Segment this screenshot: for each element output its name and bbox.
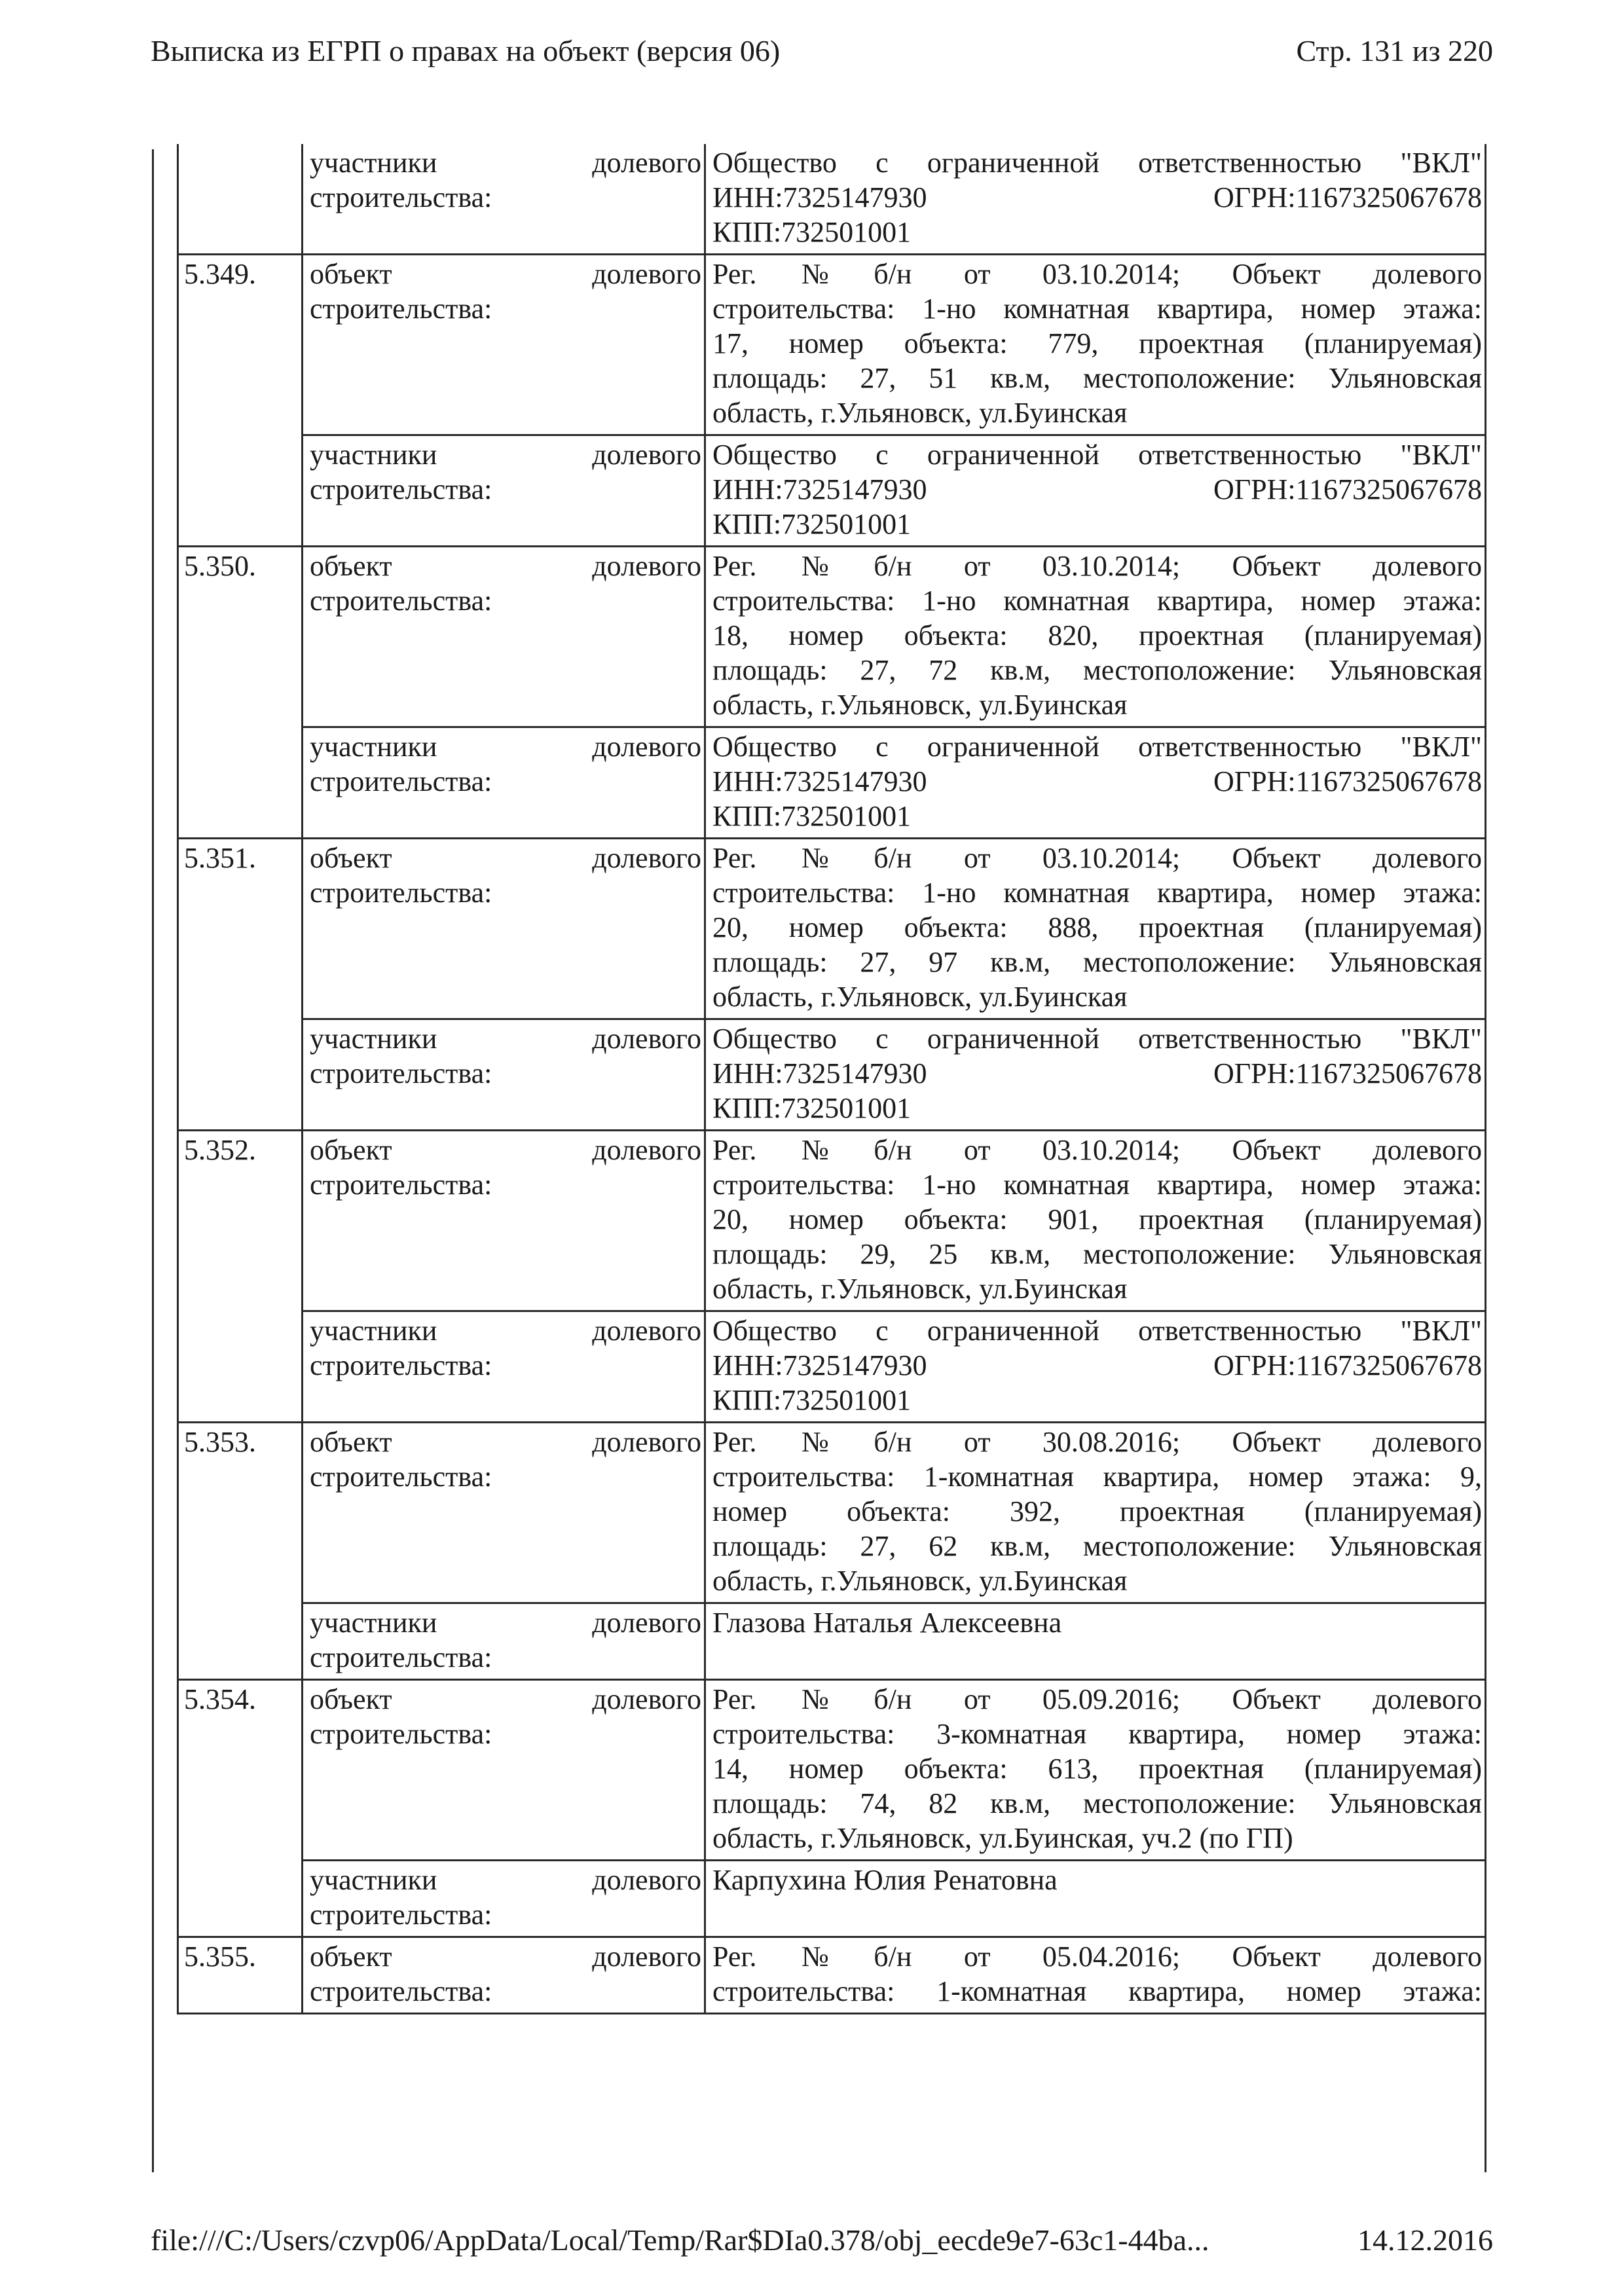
label-word: долевого: [592, 1426, 701, 1458]
value-line: Рег.№б/н от 05.09.2016; Объект долевого: [712, 1683, 1482, 1715]
value-line: строительства: 1-но комнатная квартира, номер этажа:: [712, 585, 1482, 617]
participants-row: [178, 435, 1486, 547]
value-line: КПП:732501001: [712, 1092, 912, 1124]
value-line: Общество с ограниченной ответственностью "ВКЛ": [712, 1023, 1482, 1055]
value-line: строительства: 1-но комнатная квартира, номер этажа:: [712, 293, 1482, 325]
label-word: долевого: [592, 147, 701, 179]
file-path: file:///C:/Users/czvp06/AppData/Local/Temp/Rar$DIa0.378/obj_eecde9e7-63c1-44ba...: [151, 2223, 1209, 2257]
value-line: Общество с ограниченной ответственностью "ВКЛ": [712, 147, 1482, 179]
value-line: Рег.№б/н от 03.10.2014; Объект долевого: [712, 258, 1482, 290]
object-label: [303, 839, 705, 1019]
value-line: ИНН:7325147930 ОГРН:1167325067678: [712, 1349, 1482, 1381]
label-word: объект: [310, 1426, 392, 1458]
value-line: 18, номер объекта: 820, проектная (планируемая): [712, 619, 1482, 651]
label-word: долевого: [592, 1023, 701, 1055]
label-word: объект: [310, 550, 392, 582]
label-word: объект: [310, 1683, 392, 1715]
label-word: объект: [310, 1941, 392, 1973]
label-word: долевого: [592, 1315, 701, 1347]
participants-label: [303, 1019, 705, 1131]
participants-label: [303, 727, 705, 839]
participants-row: [178, 1019, 1486, 1131]
left-margin-line: [152, 149, 154, 2172]
entry-number: 5.350.: [178, 547, 303, 839]
value-line: область, г.Ульяновск, ул.Буинская: [712, 397, 1128, 429]
label-word: участники: [310, 1315, 437, 1347]
label-word: участники: [310, 731, 437, 763]
value-line: 20, номер объекта: 901, проектная (планируемая): [712, 1203, 1482, 1235]
value-line: площадь: 74, 82 кв.м, местоположение: Ульяновская: [712, 1787, 1482, 1819]
entry-number: 5.354.: [178, 1680, 303, 1937]
value-line: Глазова Наталья Алексеевна: [712, 1607, 1062, 1639]
value-line: Общество с ограниченной ответственностью "ВКЛ": [712, 1315, 1482, 1347]
participants-label: [303, 144, 705, 255]
object-row: [178, 839, 1486, 1019]
object-description: [705, 255, 1486, 435]
object-description: [705, 839, 1486, 1019]
label-word: объект: [310, 842, 392, 874]
participants-row: [178, 1311, 1486, 1423]
object-label: [303, 1423, 705, 1603]
value-line: КПП:732501001: [712, 508, 912, 540]
value-line: область, г.Ульяновск, ул.Буинская, уч.2 (по ГП): [712, 1822, 1293, 1854]
object-row: [178, 1937, 1486, 2014]
label-word: строительства:: [310, 585, 492, 617]
label-word: строительства:: [310, 1169, 492, 1201]
object-description: [705, 1680, 1486, 1861]
participant-name: [705, 727, 1486, 839]
value-line: ИНН:7325147930 ОГРН:1167325067678: [712, 765, 1482, 797]
page-counter: Стр. 131 из 220: [1296, 34, 1493, 67]
participant-name: [705, 1019, 1486, 1131]
object-row: [178, 1131, 1486, 1311]
label-word: строительства:: [310, 877, 492, 909]
document-title: Выписка из ЕГРП о правах на объект (версия 06): [151, 34, 781, 67]
label-word: долевого: [592, 1864, 701, 1896]
label-word: объект: [310, 1134, 392, 1166]
value-line: область, г.Ульяновск, ул.Буинская: [712, 1273, 1128, 1305]
register-table-body: [178, 144, 1486, 2014]
object-label: [303, 1680, 705, 1861]
value-line: 17, номер объекта: 779, проектная (планируемая): [712, 327, 1482, 359]
value-line: Карпухина Юлия Ренатовна: [712, 1864, 1058, 1896]
value-line: Рег.№б/н от 03.10.2014; Объект долевого: [712, 550, 1482, 582]
label-word: участники: [310, 1864, 437, 1896]
label-word: участники: [310, 147, 437, 179]
label-word: участники: [310, 1023, 437, 1055]
participants-row: [178, 1861, 1486, 1937]
participant-name: [705, 1311, 1486, 1423]
value-line: площадь: 27, 72 кв.м, местоположение: Ульяновская: [712, 654, 1482, 686]
object-row: [178, 1423, 1486, 1603]
label-word: строительства:: [310, 1461, 492, 1493]
object-description: [705, 1423, 1486, 1603]
label-word: долевого: [592, 439, 701, 471]
label-word: долевого: [592, 1607, 701, 1639]
value-line: номер объекта: 392, проектная (планируемая): [712, 1495, 1482, 1527]
participants-row: [178, 1603, 1486, 1680]
value-line: площадь: 27, 51 кв.м, местоположение: Ульяновская: [712, 362, 1482, 394]
entry-number: 5.352.: [178, 1131, 303, 1423]
label-word: долевого: [592, 731, 701, 763]
entry-number: [178, 144, 303, 255]
value-line: ИНН:7325147930 ОГРН:1167325067678: [712, 1057, 1482, 1089]
value-line: КПП:732501001: [712, 1384, 912, 1416]
label-word: строительства:: [310, 473, 492, 505]
object-label: [303, 547, 705, 727]
label-word: строительства:: [310, 1641, 492, 1673]
value-line: строительства: 1-но комнатная квартира, номер этажа:: [712, 877, 1482, 909]
label-word: строительства:: [310, 1057, 492, 1089]
label-word: долевого: [592, 550, 701, 582]
entry-number: 5.351.: [178, 839, 303, 1131]
participant-name: [705, 435, 1486, 547]
label-word: строительства:: [310, 1975, 492, 2007]
participants-label: [303, 1603, 705, 1680]
label-word: строительства:: [310, 293, 492, 325]
label-word: долевого: [592, 842, 701, 874]
value-line: область, г.Ульяновск, ул.Буинская: [712, 981, 1128, 1013]
object-description: [705, 1131, 1486, 1311]
value-line: 20, номер объекта: 888, проектная (планируемая): [712, 911, 1482, 943]
label-word: строительства:: [310, 181, 492, 213]
label-word: долевого: [592, 1134, 701, 1166]
value-line: строительства: 1-комнатная квартира, номер этажа: 9,: [712, 1461, 1482, 1493]
value-line: площадь: 27, 97 кв.м, местоположение: Ульяновская: [712, 946, 1482, 978]
value-line: КПП:732501001: [712, 216, 912, 248]
label-word: строительства:: [310, 1349, 492, 1381]
object-label: [303, 255, 705, 435]
participants-row: [178, 727, 1486, 839]
value-line: область, г.Ульяновск, ул.Буинская: [712, 689, 1128, 721]
object-label: [303, 1937, 705, 2014]
object-label: [303, 1131, 705, 1311]
object-description: [705, 547, 1486, 727]
label-word: объект: [310, 258, 392, 290]
value-line: Общество с ограниченной ответственностью "ВКЛ": [712, 439, 1482, 471]
value-line: площадь: 27, 62 кв.м, местоположение: Ульяновская: [712, 1530, 1482, 1562]
value-line: строительства: 1-но комнатная квартира, номер этажа:: [712, 1169, 1482, 1201]
participant-name: [705, 144, 1486, 255]
participant-name: [705, 1603, 1486, 1680]
participants-label: [303, 435, 705, 547]
value-line: Рег.№б/н от 05.04.2016; Объект долевого: [712, 1941, 1482, 1973]
object-row: [178, 1680, 1486, 1861]
register-table: [177, 144, 1486, 2014]
participants-row: [178, 144, 1486, 255]
value-line: ИНН:7325147930 ОГРН:1167325067678: [712, 181, 1482, 213]
object-row: [178, 547, 1486, 727]
label-word: участники: [310, 439, 437, 471]
value-line: строительства: 1-комнатная квартира, номер этажа:: [712, 1975, 1482, 2007]
print-date: 14.12.2016: [1357, 2223, 1493, 2257]
value-line: Рег.№б/н от 03.10.2014; Объект долевого: [712, 1134, 1482, 1166]
value-line: строительства: 3-комнатная квартира, номер этажа:: [712, 1718, 1482, 1750]
value-line: Рег.№б/н от 03.10.2014; Объект долевого: [712, 842, 1482, 874]
participants-label: [303, 1311, 705, 1423]
value-line: КПП:732501001: [712, 800, 912, 832]
entry-number: 5.353.: [178, 1423, 303, 1680]
participant-name: [705, 1861, 1486, 1937]
entry-number: 5.355.: [178, 1937, 303, 2014]
value-line: область, г.Ульяновск, ул.Буинская: [712, 1565, 1128, 1597]
label-word: долевого: [592, 1941, 701, 1973]
label-word: долевого: [592, 258, 701, 290]
participants-label: [303, 1861, 705, 1937]
register-table-wrapper: [177, 144, 1486, 2172]
value-line: ИНН:7325147930 ОГРН:1167325067678: [712, 473, 1482, 505]
label-word: строительства:: [310, 765, 492, 797]
value-line: Рег.№б/н от 30.08.2016; Объект долевого: [712, 1426, 1482, 1458]
label-word: строительства:: [310, 1718, 492, 1750]
page-header: [151, 31, 1493, 71]
page-footer: [151, 2221, 1493, 2260]
value-line: площадь: 29, 25 кв.м, местоположение: Ульяновская: [712, 1238, 1482, 1270]
value-line: Общество с ограниченной ответственностью "ВКЛ": [712, 731, 1482, 763]
value-line: 14, номер объекта: 613, проектная (планируемая): [712, 1753, 1482, 1785]
object-description: [705, 1937, 1486, 2014]
entry-number: 5.349.: [178, 255, 303, 547]
object-row: [178, 255, 1486, 435]
label-word: долевого: [592, 1683, 701, 1715]
label-word: участники: [310, 1607, 437, 1639]
label-word: строительства:: [310, 1899, 492, 1931]
